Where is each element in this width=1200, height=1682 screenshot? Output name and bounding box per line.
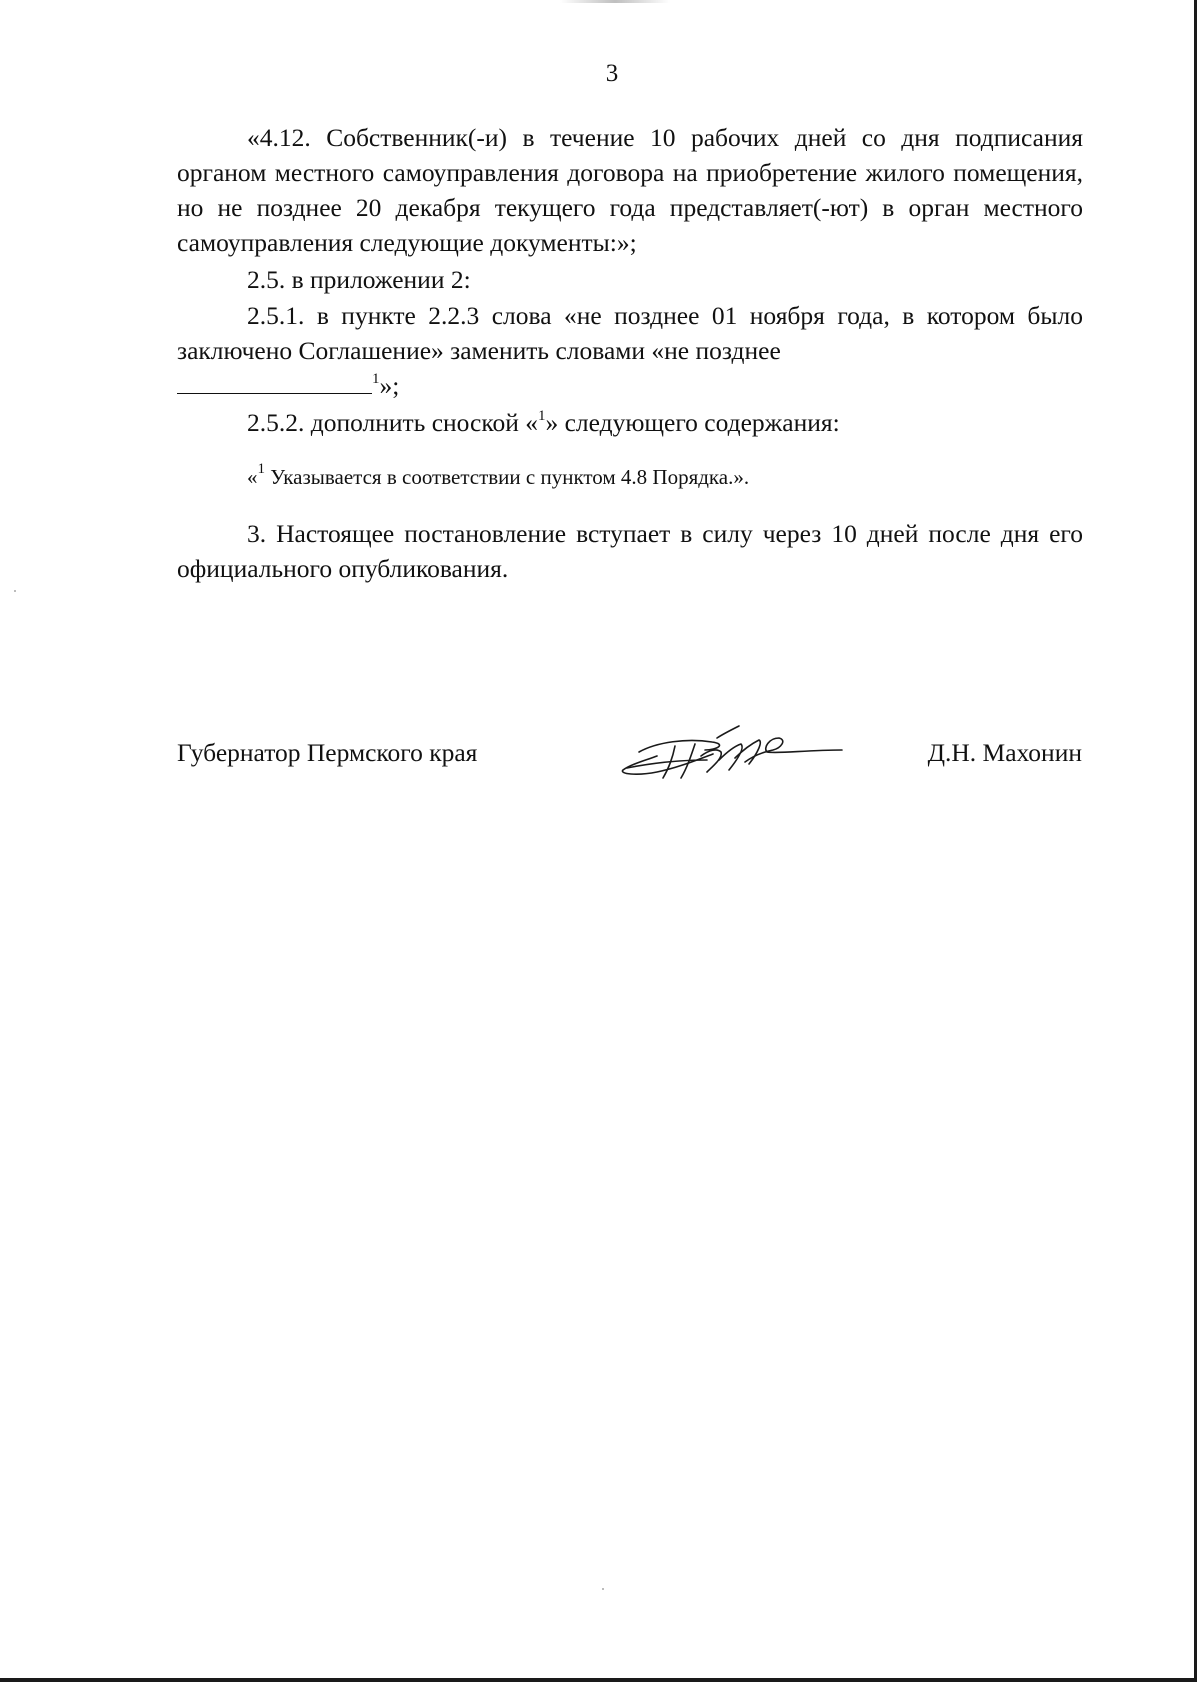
paragraph-4-12: «4.12. Собственник(-и) в течение 10 рабочих дней со дня подписания органом местного самоуправления договора на приобретение жилого помещения, но не позднее 20 декабря текущего года представляет(-ют) в орган местного самоуправления следующие документы:»;: [177, 123, 1083, 257]
paragraph-2-5: 2.5. в приложении 2:: [247, 265, 471, 294]
paragraph-2-5-1-end: »;: [379, 371, 400, 400]
paragraph-2-5-2-end: » следующего содержания:: [545, 408, 840, 437]
paragraph-2-5-1-text: 2.5.1. в пункте 2.2.3 слова «не позднее 01 ноября года, в котором было заключено Соглашение» заменить словами «не позднее: [177, 301, 1083, 365]
scan-speck: [14, 590, 16, 592]
paragraph-3: 3. Настоящее постановление вступает в силу через 10 дней после дня его официального опубликования.: [177, 519, 1083, 583]
signatory-position: Губернатор Пермского края: [177, 738, 478, 767]
page-number: 3: [605, 60, 619, 87]
footnote-text: Указывается в соответствии с пунктом 4.8 Порядка.».: [265, 465, 750, 489]
scan-speck: [602, 1588, 604, 1590]
footnote-paragraph: [177, 462, 1083, 492]
paragraph-2-5-2-start: 2.5.2. дополнить сноской «: [247, 408, 538, 437]
handwritten-signature: [617, 720, 847, 790]
paragraph-2-5-1: [177, 298, 1083, 403]
footnote-marker: 1: [537, 408, 546, 424]
signature-block: [177, 730, 1082, 800]
blank-fill-line: [177, 369, 372, 394]
footnote-open-quote: «: [247, 465, 258, 489]
paragraph-2-5-2: [177, 405, 1083, 440]
footnote-marker: 1: [372, 371, 380, 387]
scan-artifact: [560, 0, 670, 3]
signatory-name: Д.Н. Махонин: [927, 738, 1082, 767]
footnote-marker: 1: [257, 461, 265, 477]
